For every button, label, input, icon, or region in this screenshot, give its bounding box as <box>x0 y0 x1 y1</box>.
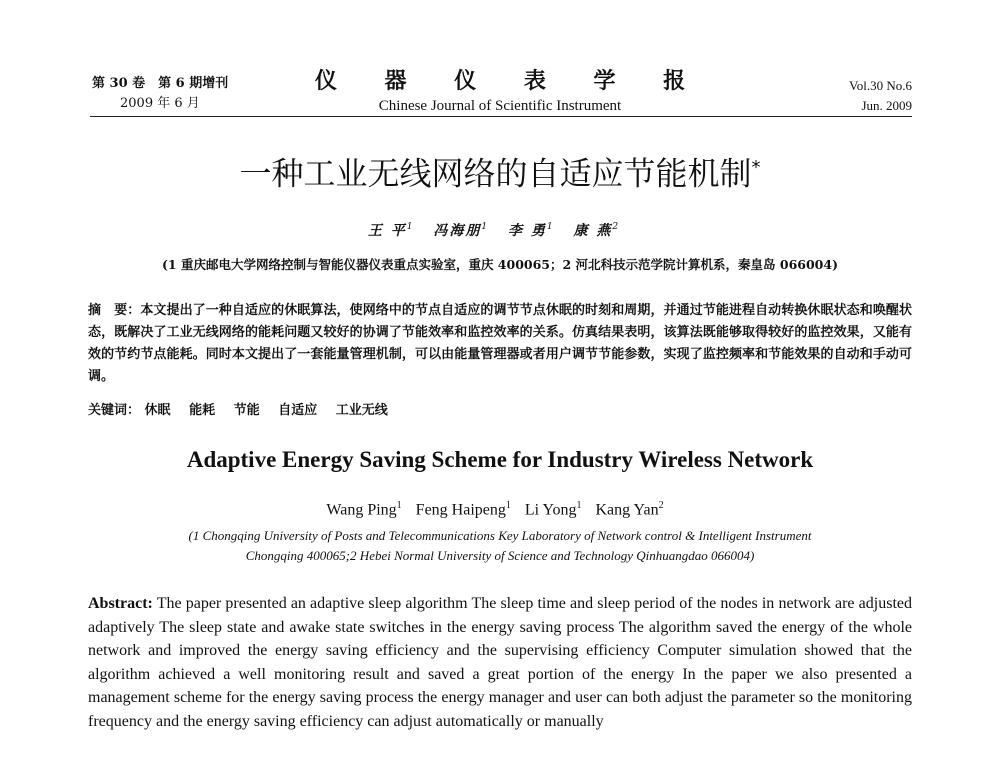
keywords-label: 关键词： <box>88 403 141 418</box>
author-aff: 1 <box>396 500 402 511</box>
header-rule <box>90 116 912 117</box>
abstract-cn-label: 摘 要： <box>88 303 141 318</box>
author-aff: 1 <box>481 222 490 233</box>
date-cn: 2009 年 6 月 <box>120 96 200 111</box>
author-en: Wang Ping <box>326 501 397 519</box>
author-cn: 王 平 <box>367 223 407 239</box>
author-cn: 李 勇 <box>508 223 547 239</box>
paper-title-cn <box>0 146 1000 196</box>
author-en: Feng Haipeng <box>415 501 506 519</box>
keywords-cn <box>88 399 402 418</box>
authors-cn <box>0 220 1000 240</box>
author-aff: 1 <box>406 222 415 233</box>
author-aff: 1 <box>546 222 555 233</box>
affiliation-en-line: (1 Chongqing University of Posts and Telecommunications Key Laboratory of Network control & Intelligent Instrument <box>188 528 812 543</box>
author-aff: 2 <box>658 500 664 511</box>
affiliation-en <box>0 526 1000 566</box>
abstract-en <box>88 592 912 734</box>
journal-name-cn: 仪 器 仪 表 学 报 <box>314 68 706 94</box>
abstract-cn <box>88 300 912 388</box>
keyword: 自适应 <box>278 403 318 418</box>
abstract-cn-text: 本文提出了一种自适应的休眠算法，使网络中的节点自适应的调节节点休眠的时刻和周期，并通过节能进程自动转换休眠状态和唤醒状态，既解决了工业无线网络的能耗问题又较好的协调了节能效率和监控效率的关系。仿真结果表明，该算法既能够取得较好的监控效果，又能有效的节约节点能耗。同时本文提出了一套能量管理机制，可以由能量管理器或者用户调节节能参数，实现了监控频率和节能效果的自动和手动可调。 <box>88 303 912 384</box>
keyword: 节能 <box>233 403 260 418</box>
affiliation-en-line: Chongqing 400065;2 Hebei Normal University of Science and Technology Qinhuangdao 066004) <box>245 548 755 563</box>
paper-title-en: Adaptive Energy Saving Scheme for Industry Wireless Network <box>186 447 814 472</box>
header-right <box>849 76 912 116</box>
journal-name-en: Chinese Journal of Scientific Instrument <box>378 98 622 114</box>
volume-en: Vol.30 No.6 <box>849 78 912 93</box>
author-en: Li Yong <box>524 501 577 519</box>
author-aff: 1 <box>576 500 582 511</box>
authors-en <box>0 500 1000 519</box>
keyword: 工业无线 <box>335 403 388 418</box>
date-en: Jun. 2009 <box>861 98 912 113</box>
keyword: 休眠 <box>144 403 171 418</box>
author-aff: 1 <box>505 500 511 511</box>
volume-issue: 第 30 卷 第 6 期增刊 <box>92 76 229 91</box>
author-cn: 康 燕 <box>573 223 613 239</box>
abstract-en-text: The paper presented an adaptive sleep algorithm The sleep time and sleep period of the nodes in network are adjusted adaptively The sleep state and awake state switches in the energy saving process The algorithm saved the energy of the whole network and improved the energy saving efficiency and the supervising efficiency Computer simulation showed that the algorithm achieved a well monitoring result and saved a great portion of the energy In the paper we also presented a management scheme for the energy saving process the energy manager and user can both adjust the parameter so the monitoring frequency and the energy saving efficiency can adjust automatically or manually <box>88 595 912 730</box>
abstract-en-label: Abstract: <box>88 595 153 612</box>
author-aff: 2 <box>612 222 621 233</box>
author-en: Kang Yan <box>595 501 659 519</box>
title-footnote-mark: * <box>751 157 761 178</box>
keyword: 能耗 <box>189 403 216 418</box>
title-cn-text: 一种工业无线网络的自适应节能机制 <box>239 154 752 193</box>
author-cn: 冯海朋 <box>433 223 482 239</box>
affiliation-cn: (1 重庆邮电大学网络控制与智能仪器仪表重点实验室，重庆 400065；2 河北科技示范学院计算机系，秦皇岛 066004) <box>161 257 838 272</box>
